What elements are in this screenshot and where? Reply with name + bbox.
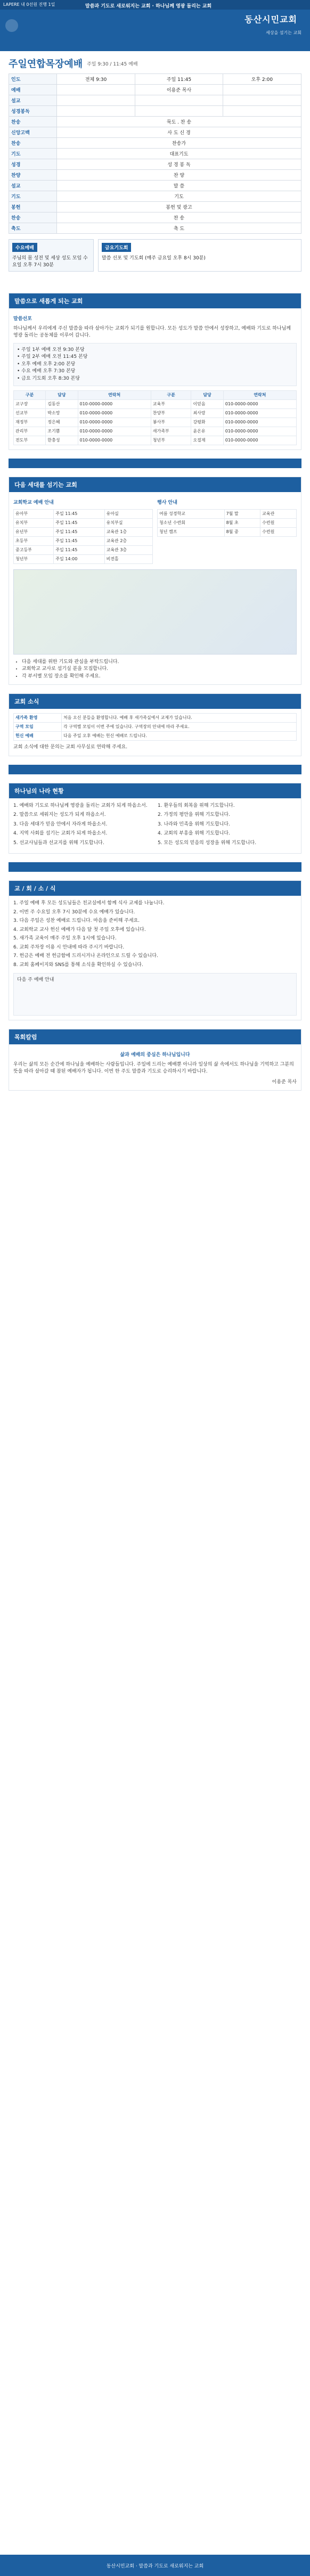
service-list-item: • 금요 기도회 오후 8:30 본당 xyxy=(17,375,80,381)
schedule-box xyxy=(9,239,301,272)
column-subtitle: 삶과 예배의 중심은 하나님입니다 xyxy=(120,1052,190,1058)
table-row xyxy=(14,732,297,741)
list-item: • 교회학교 교사로 섬기실 분을 모집합니다. xyxy=(22,666,297,673)
list-item: 2. 가정의 평안을 위해 기도합니다. xyxy=(158,812,230,817)
section-word-body xyxy=(9,308,301,449)
prayer-col-1 xyxy=(13,803,152,849)
worship-detail-row xyxy=(9,149,301,159)
staff-table-header: 연락처 xyxy=(223,391,296,400)
table-cell: 7월 말 xyxy=(224,509,260,518)
table-cell: 010-0000-0000 xyxy=(78,409,151,418)
table-cell: 이믿음 xyxy=(191,400,223,409)
table-cell: 선교부 xyxy=(14,409,46,418)
worship-detail-label: 축도 xyxy=(9,223,57,234)
worship-detail-value: 사 도 신 경 xyxy=(57,127,301,138)
worship-detail-value: 봉헌 및 광고 xyxy=(57,202,301,212)
section-column xyxy=(9,1029,301,1091)
header-top-text: LAPERE 내 0선원 진행 1일 xyxy=(3,2,55,7)
news-text: 각 구역별 모임이 이번 주에 있습니다. 구역장의 안내에 따라 주세요. xyxy=(62,723,297,732)
table-row xyxy=(158,527,297,536)
announcement-list xyxy=(13,900,297,969)
worship-row-label: 인도 xyxy=(9,74,57,85)
section-column-body xyxy=(9,1044,301,1090)
worship-detail-label: 찬송 xyxy=(9,117,57,127)
worship-detail-row xyxy=(9,159,301,170)
table-cell: 한충성 xyxy=(46,436,78,445)
table-cell: 수련원 xyxy=(260,527,297,536)
worship-row-label: 성경봉독 xyxy=(9,106,57,117)
table-cell: 박소망 xyxy=(46,409,78,418)
table-row xyxy=(14,527,153,536)
worship-detail-value: 기도 xyxy=(57,191,301,202)
table-cell: 재정부 xyxy=(14,418,46,427)
worship-detail-row xyxy=(9,127,301,138)
staff-table-header: 담당 xyxy=(46,391,78,400)
worship-detail-value: 대표기도 xyxy=(57,149,301,159)
nextgen-left-title: 교회학교 예배 안내 xyxy=(13,500,54,505)
section-announcements xyxy=(9,880,301,1020)
list-item: 7. 헌금은 예배 전 헌금함에 드리시거나 온라인으로 드릴 수 있습니다. xyxy=(13,953,158,959)
table-row xyxy=(14,714,297,723)
worship-detail-row xyxy=(9,170,301,181)
divider-bar-3 xyxy=(9,862,301,872)
service-list-box xyxy=(13,343,297,387)
table-cell: 유년부 xyxy=(14,527,54,536)
list-item: 3. 나라와 민족을 위해 기도합니다. xyxy=(158,821,230,827)
table-cell: 청년부 xyxy=(151,436,191,445)
worship-table xyxy=(9,73,301,234)
worship-row-c3 xyxy=(223,106,301,117)
staff-table-header: 연락처 xyxy=(78,391,151,400)
events-table xyxy=(157,509,297,537)
nextgen-notes xyxy=(13,659,297,681)
table-cell: 교육부 xyxy=(151,400,191,409)
worship-row-c3: 오후 2:00 xyxy=(223,74,301,85)
schedule-left-text: 주님의 몸 성전 및 세상 성도 모임 수요일 오후 7시 30분 xyxy=(12,256,88,268)
worship-detail-value: 찬 송 xyxy=(57,212,301,223)
section-announcements-body xyxy=(9,896,301,1020)
announcement-box-text: 다음 주 예배 안내 xyxy=(17,977,54,983)
table-cell: 주일 11:45 xyxy=(54,518,104,527)
table-cell: 수련원 xyxy=(260,518,297,527)
table-cell: 새가족부 xyxy=(151,427,191,436)
table-cell: 주일 11:45 xyxy=(54,527,104,536)
list-item: 5. 선교사님들과 선교지를 위해 기도합니다. xyxy=(13,840,104,846)
worship-detail-label: 찬양 xyxy=(9,170,57,181)
list-item: 6. 교회 주차장 이용 시 안내에 따라 주시기 바랍니다. xyxy=(13,944,125,950)
staff-table-wrap xyxy=(13,390,297,445)
table-cell: 청년 캠프 xyxy=(158,527,225,536)
table-cell: 초등부 xyxy=(14,536,54,545)
worship-row xyxy=(9,85,301,95)
section-word-subtitle: 말씀선포 xyxy=(13,316,32,322)
section-word-text: 하나님께서 우리에게 주신 말씀을 따라 살아가는 교회가 되기를 원합니다. 모든 성도가 말씀 안에서 성장하고, 예배와 기도로 하나님께 영광 돌리는 공동체를 이루어 갑니다. xyxy=(13,325,291,338)
table-cell: 010-0000-0000 xyxy=(78,418,151,427)
footer xyxy=(0,2555,310,2576)
schedule-right-tag: 금요기도회 xyxy=(102,243,131,252)
worship-detail-value: 찬송가 xyxy=(57,138,301,149)
table-cell: 8월 중 xyxy=(224,527,260,536)
section-prayer-body xyxy=(9,798,301,854)
table-cell: 010-0000-0000 xyxy=(223,418,296,427)
column-author: 이용준 목사 xyxy=(272,1079,297,1085)
staff-table xyxy=(13,390,297,445)
footer-text: 동산시민교회 · 말씀과 기도로 새로워지는 교회 xyxy=(106,2563,204,2569)
table-row xyxy=(158,509,297,518)
worship-detail-row xyxy=(9,202,301,212)
table-cell: 관리부 xyxy=(14,427,46,436)
table-cell: 최사랑 xyxy=(191,409,223,418)
header xyxy=(0,0,310,51)
table-cell: 010-0000-0000 xyxy=(78,427,151,436)
worship-row-c2: 이용준 목사 xyxy=(135,85,223,95)
section-announcements-title: 교 / 회 / 소 / 식 xyxy=(9,881,301,896)
staff-table-header: 구분 xyxy=(14,391,46,400)
table-row xyxy=(14,409,297,418)
list-item: 1. 환우들의 회복을 위해 기도합니다. xyxy=(158,803,235,808)
table-row xyxy=(14,418,297,427)
list-item: 3. 다음 주일은 성찬 예배로 드립니다. 마음을 준비해 주세요. xyxy=(13,918,140,923)
news-label: 새가족 환영 xyxy=(14,714,62,723)
list-item: 4. 교회학교 교사 헌신 예배가 다음 달 첫 주일 오후에 있습니다. xyxy=(13,927,146,933)
worship-row xyxy=(9,95,301,106)
table-cell: 김동산 xyxy=(46,400,78,409)
table-cell: 비전홀 xyxy=(104,554,152,563)
worship-detail-row xyxy=(9,138,301,149)
table-cell: 봉사부 xyxy=(151,418,191,427)
worship-detail-value: 묵도 . 찬 송 xyxy=(57,117,301,127)
service-list-item: • 주일 2부 예배 오전 11:45 본당 xyxy=(17,354,88,359)
table-cell: 010-0000-0000 xyxy=(78,400,151,409)
divider-bar xyxy=(9,459,301,468)
table-cell: 교육관 1층 xyxy=(104,527,152,536)
worship-detail-row xyxy=(9,212,301,223)
table-cell: 청소년 수련회 xyxy=(158,518,225,527)
worship-detail-row xyxy=(9,223,301,234)
worship-detail-row xyxy=(9,181,301,191)
worship-detail-label: 기도 xyxy=(9,149,57,159)
table-cell: 청년부 xyxy=(14,554,54,563)
list-item: 8. 교회 홈페이지와 SNS를 통해 소식을 확인하실 수 있습니다. xyxy=(13,962,143,968)
staff-table-header: 구분 xyxy=(151,391,191,400)
worship-row-c3 xyxy=(223,95,301,106)
worship-detail-label: 찬송 xyxy=(9,212,57,223)
worship-detail-value: 성 경 봉 독 xyxy=(57,159,301,170)
worship-row-c1 xyxy=(57,85,135,95)
section-nextgen-title: 다음 세대를 섬기는 교회 xyxy=(9,477,301,492)
table-row xyxy=(14,400,297,409)
news-label: 구역 모임 xyxy=(14,723,62,732)
list-item: 5. 새가족 교육이 매주 주일 오후 1시에 있습니다. xyxy=(13,936,117,941)
staff-table-header: 담당 xyxy=(191,391,223,400)
nextgen-left xyxy=(13,496,153,564)
schedule-right xyxy=(98,239,301,272)
table-cell: 주일 11:45 xyxy=(54,545,104,554)
worship-date: 주일 9:30 / 11:45 예배 xyxy=(87,61,138,67)
table-cell: 8월 초 xyxy=(224,518,260,527)
table-row xyxy=(14,545,153,554)
table-row xyxy=(14,509,153,518)
list-item: 1. 예배와 기도로 하나님께 영광을 돌리는 교회가 되게 하옵소서. xyxy=(13,803,148,808)
table-cell: 여름 성경학교 xyxy=(158,509,225,518)
prayer-columns xyxy=(13,803,297,849)
table-cell: 010-0000-0000 xyxy=(223,409,296,418)
worship-detail-label: 기도 xyxy=(9,191,57,202)
worship-row-label: 예배 xyxy=(9,85,57,95)
divider-bar-2 xyxy=(9,765,301,774)
service-list-item: • 오후 예배 오후 2:00 본당 xyxy=(17,361,76,367)
list-item: 3. 다음 세대가 믿음 안에서 자라게 하옵소서. xyxy=(13,821,108,827)
list-item: 4. 교회의 부흥을 위해 기도합니다. xyxy=(158,831,230,836)
table-cell: 010-0000-0000 xyxy=(78,436,151,445)
worship-detail-label: 설교 xyxy=(9,181,57,191)
table-cell: 교육관 xyxy=(260,509,297,518)
worship-title: 주일연합목장예배 xyxy=(9,59,83,70)
campus-map-image xyxy=(13,569,297,655)
news-text: 다음 주일 오후 예배는 헌신 예배로 드립니다. xyxy=(62,732,297,741)
worship-detail-value: 찬 양 xyxy=(57,170,301,181)
table-cell: 오절제 xyxy=(191,436,223,445)
service-list-item: • 수요 예배 오후 7:30 본당 xyxy=(17,369,76,374)
list-item: 1. 주일 예배 후 모든 성도님들은 친교실에서 함께 식사 교제를 나눕니다. xyxy=(13,901,165,906)
section-prayer xyxy=(9,783,301,854)
list-item: 2. 말씀으로 세워지는 성도가 되게 하옵소서. xyxy=(13,812,106,817)
column-text: 우리는 삶의 모든 순간에 하나님을 예배하는 사람들입니다. 주일에 드리는 예배뿐 아니라 일상의 삶 속에서도 하나님을 기억하고 그분의 뜻을 따라 살아갈 때 참된 예배자가 됩니다. 이번 한 주도 말씀과 기도로 승리하시기 바랍니다. xyxy=(13,1061,294,1074)
worship-section xyxy=(9,56,301,234)
table-cell: 윤온유 xyxy=(191,427,223,436)
table-row xyxy=(14,554,153,563)
section-news-body xyxy=(9,709,301,756)
section-word-title: 말씀으로 새롭게 되는 교회 xyxy=(9,293,301,308)
section-prayer-title: 하나님의 나라 현황 xyxy=(9,783,301,798)
table-row xyxy=(14,518,153,527)
table-row xyxy=(14,536,153,545)
table-cell: 주일 14:00 xyxy=(54,554,104,563)
table-cell: 010-0000-0000 xyxy=(223,400,296,409)
worship-title-row xyxy=(9,56,301,70)
table-row xyxy=(158,518,297,527)
table-cell: 정은혜 xyxy=(46,418,78,427)
worship-row-c1: 전체 9:30 xyxy=(57,74,135,85)
service-list-item: • 주일 1부 예배 오전 9:30 본당 xyxy=(17,347,85,353)
table-row xyxy=(14,436,297,445)
nextgen-grid xyxy=(13,496,297,564)
worship-detail-value: 말 씀 xyxy=(57,181,301,191)
schedule-left xyxy=(9,239,94,272)
list-item: 4. 지역 사회를 섬기는 교회가 되게 하옵소서. xyxy=(13,831,108,836)
header-slogan: 말씀과 기도로 새로워지는 교회 · 하나님께 영광 돌리는 교회 xyxy=(85,4,212,9)
table-cell: 유아부 xyxy=(14,509,54,518)
worship-detail-label: 봉헌 xyxy=(9,202,57,212)
announcement-box xyxy=(13,973,297,1016)
section-word xyxy=(9,293,301,450)
table-cell: 교육관 3층 xyxy=(104,545,152,554)
worship-detail-label: 신앙고백 xyxy=(9,127,57,138)
nextgen-right xyxy=(157,496,297,564)
church-name: 동산시민교회 xyxy=(244,14,297,24)
news-label: 헌신 예배 xyxy=(14,732,62,741)
worship-row-c1 xyxy=(57,106,135,117)
section-news xyxy=(9,693,301,756)
table-cell: 유치부 xyxy=(14,518,54,527)
school-table xyxy=(13,509,153,564)
section-news-title: 교회 소식 xyxy=(9,694,301,709)
section-nextgen xyxy=(9,477,301,685)
news-text: 처음 오신 분들을 환영합니다. 예배 후 새가족실에서 교제가 있습니다. xyxy=(62,714,297,723)
table-cell: 유아실 xyxy=(104,509,152,518)
news-footer-text: 교회 소식에 대한 문의는 교회 사무실로 연락해 주세요. xyxy=(13,745,128,750)
header-tagline: 세상을 섬기는 교회 xyxy=(266,30,301,35)
table-cell: 중고등부 xyxy=(14,545,54,554)
nextgen-right-title: 행사 안내 xyxy=(157,500,177,505)
list-item: • 각 부서별 모임 장소를 확인해 주세요. xyxy=(22,673,297,681)
schedule-right-text: 말씀 선포 및 기도회 (매주 금요일 오후 8시 30분) xyxy=(102,256,206,261)
worship-detail-label: 찬송 xyxy=(9,138,57,149)
table-row xyxy=(14,723,297,732)
section-nextgen-body xyxy=(9,492,301,684)
service-list xyxy=(17,347,293,383)
table-cell: 찬양부 xyxy=(151,409,191,418)
worship-row-c2 xyxy=(135,106,223,117)
table-cell: 교육관 2층 xyxy=(104,536,152,545)
worship-row xyxy=(9,106,301,117)
worship-row-c2: 주일 11:45 xyxy=(135,74,223,85)
table-cell: 강평화 xyxy=(191,418,223,427)
table-cell: 전도부 xyxy=(14,436,46,445)
table-cell: 조기쁨 xyxy=(46,427,78,436)
table-row xyxy=(14,427,297,436)
list-item: • 다음 세대를 위한 기도와 관심을 부탁드립니다. xyxy=(22,659,297,666)
table-cell: 유치부실 xyxy=(104,518,152,527)
table-cell: 010-0000-0000 xyxy=(223,436,296,445)
schedule-left-tag: 수요예배 xyxy=(12,243,37,252)
worship-row xyxy=(9,74,301,85)
worship-detail-row xyxy=(9,191,301,202)
worship-row-c2 xyxy=(135,95,223,106)
news-table xyxy=(13,713,297,741)
list-item: 2. 이번 주 수요일 오후 7시 30분에 수요 예배가 있습니다. xyxy=(13,909,135,915)
worship-detail-row xyxy=(9,117,301,127)
table-cell: 주일 11:45 xyxy=(54,536,104,545)
section-column-title: 목회칼럼 xyxy=(9,1029,301,1044)
list-item: 5. 모든 성도의 믿음의 성장을 위해 기도합니다. xyxy=(158,840,257,846)
worship-row-label: 설교 xyxy=(9,95,57,106)
table-cell: 010-0000-0000 xyxy=(223,427,296,436)
church-logo-icon xyxy=(5,19,18,32)
table-cell: 주일 11:45 xyxy=(54,509,104,518)
worship-row-c1 xyxy=(57,95,135,106)
worship-row-c3 xyxy=(223,85,301,95)
prayer-col-2 xyxy=(158,803,297,849)
worship-detail-label: 성경 xyxy=(9,159,57,170)
table-cell: 교구장 xyxy=(14,400,46,409)
worship-detail-value: 축 도 xyxy=(57,223,301,234)
